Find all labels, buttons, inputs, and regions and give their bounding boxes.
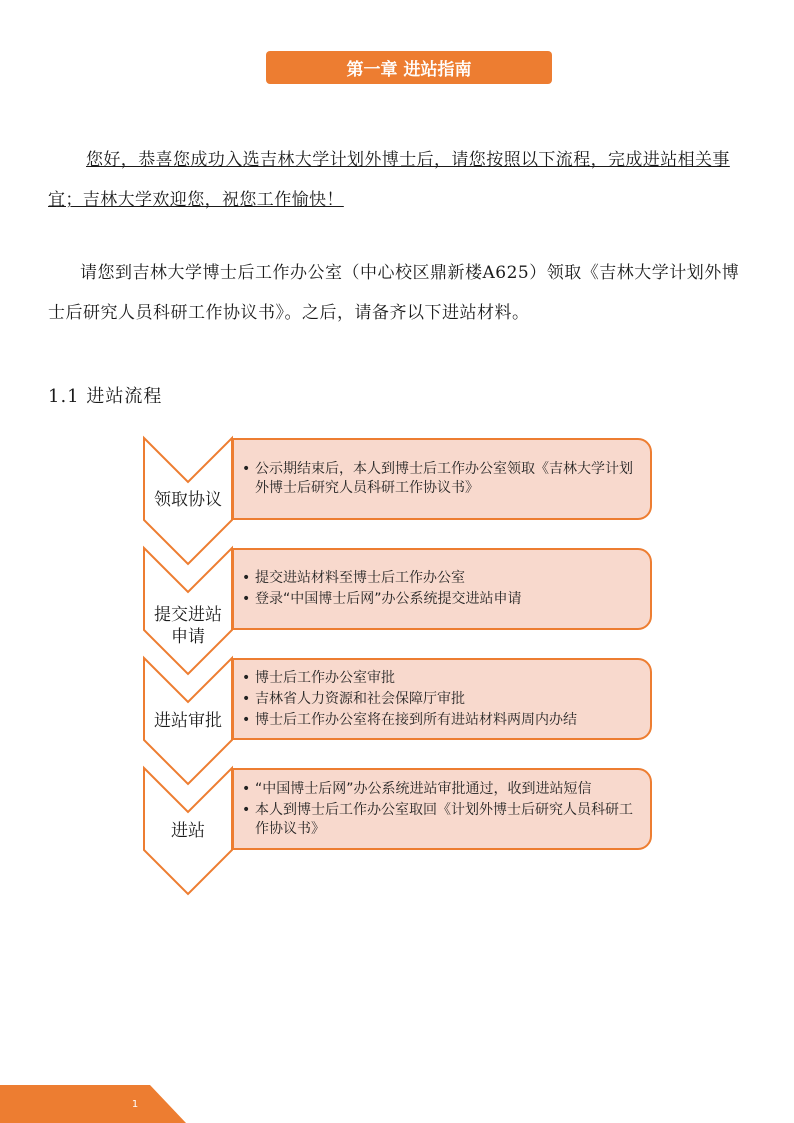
step-detail-box	[232, 548, 652, 630]
bullet-icon: •	[242, 780, 251, 797]
welcome-paragraph: 您好，恭喜您成功入选吉林大学计划外博士后，请您按照以下流程，完成进站相关事宜；吉林大学欢迎您，祝您工作愉快！	[48, 150, 730, 210]
step-bullet	[242, 690, 640, 709]
step-detail-box	[232, 768, 652, 850]
step-label	[146, 489, 230, 511]
step-bullet	[242, 569, 640, 588]
intro-paragraph: 请您到吉林大学博士后工作办公室（中心校区鼎新楼A625）领取《吉林大学计划外博士后研究人员科研工作协议书》。之后，请备齐以下进站材料。	[48, 263, 740, 323]
step-bullet	[242, 780, 640, 799]
bullet-icon: •	[242, 461, 251, 477]
bullet-icon: •	[242, 711, 251, 728]
bullet-icon: •	[242, 669, 251, 686]
step-bullet-text: 博士后工作办公室将在接到所有进站材料两周内办结	[255, 711, 577, 728]
step-bullet-text: 提交进站材料至博士后工作办公室	[255, 570, 465, 586]
bullet-icon: •	[242, 690, 251, 707]
step-bullet-text: 博士后工作办公室审批	[255, 669, 395, 686]
step-label-line: 进站	[171, 821, 205, 841]
step-bullet-text: 登录“中国博士后网”办公系统提交进站申请	[255, 591, 522, 607]
bullet-icon: •	[242, 801, 251, 818]
step-bullet-text: 本人到博士后工作办公室取回《计划外博士后研究人员科研工作协议书》	[255, 801, 633, 837]
step-bullet	[242, 801, 640, 839]
bullet-icon: •	[242, 591, 251, 607]
chapter-title: 第一章 进站指南	[346, 60, 472, 80]
step-detail-box	[232, 658, 652, 740]
step-label	[146, 820, 230, 842]
step-bullet-text: 吉林省人力资源和社会保障厅审批	[255, 690, 465, 707]
step-label	[146, 710, 230, 732]
bullet-icon: •	[242, 570, 251, 586]
step-label-line: 领取协议	[154, 490, 222, 510]
step-detail-box	[232, 438, 652, 520]
section-heading: 1.1 进站流程	[48, 386, 163, 407]
step-bullet	[242, 590, 640, 609]
step-label-line: 申请	[171, 627, 205, 647]
step-bullet-text: “中国博士后网”办公系统进站审批通过，收到进站短信	[255, 780, 592, 797]
step-bullet	[242, 669, 640, 688]
step-bullet	[242, 460, 640, 498]
step-label-line: 进站审批	[154, 711, 222, 731]
step-label-line: 提交进站	[154, 605, 222, 625]
step-bullet	[242, 711, 640, 730]
footer-tab	[0, 1085, 186, 1123]
step-bullet-text: 公示期结束后，本人到博士后工作办公室领取《吉林大学计划外博士后研究人员科研工作协议书》	[255, 461, 633, 496]
step-label	[146, 604, 230, 648]
page-number: 1	[131, 1099, 139, 1110]
